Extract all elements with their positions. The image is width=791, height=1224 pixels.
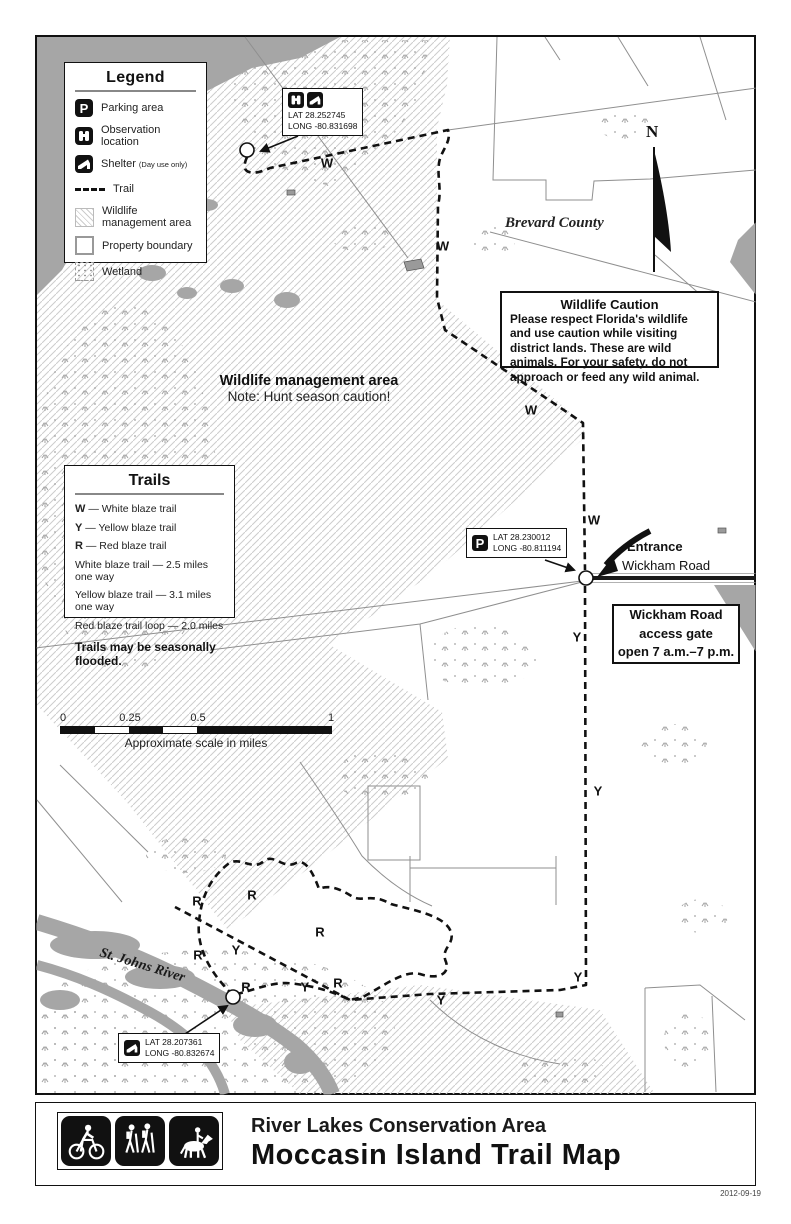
river-label: St. Johns River (97, 945, 187, 986)
parking-icon: P (75, 99, 93, 117)
trails-divider (75, 493, 224, 495)
observation-shelter-callout (282, 88, 363, 136)
trails-line-r: R — Red blaze trail (75, 540, 167, 552)
callout-long: LONG -80.831698 (288, 121, 358, 132)
blaze-label-y: Y (593, 783, 603, 799)
callout-lat: LAT 28.252745 (288, 110, 346, 120)
north-label: N (646, 122, 659, 141)
wetland-swatch (75, 262, 94, 281)
wildlife-caution-box (500, 291, 719, 384)
blaze-label-w: W (436, 238, 450, 254)
activity-icons-box (57, 1112, 223, 1170)
wma-swatch (75, 208, 94, 227)
observation-shelter-marker (240, 143, 254, 157)
date-stamp: 2012-09-19 (720, 1189, 761, 1198)
river-shelter-callout (118, 1033, 220, 1063)
scale-tick-025: 0.25 (119, 712, 141, 724)
wma-area-title: Wildlife management area (219, 373, 399, 389)
scale-caption: Approximate scale in miles (124, 736, 268, 750)
wildlife-caution-body: Please respect Florida's wildlife and use caution while visiting district lands. These are wild animals. For your safety, do not approach or feed any wild animal. (510, 312, 700, 384)
blaze-label-y: Y (436, 992, 446, 1008)
entrance-label: Entrance (627, 539, 683, 554)
trails-info-box (64, 465, 235, 668)
river-shelter-marker (226, 990, 240, 1004)
legend-item-shelter: Shelter (Day use only) (75, 155, 198, 173)
blaze-label-y: Y (573, 969, 583, 985)
observation-icon (75, 127, 93, 145)
trails-line-w: W — White blaze trail (75, 503, 177, 515)
wildlife-caution-title: Wildlife Caution (560, 297, 659, 312)
wickham-road-label: Wickham Road (622, 558, 711, 573)
gate-line-3: open 7 a.m.–7 p.m. (617, 644, 735, 660)
wma-area-note: Note: Hunt season caution! (227, 389, 391, 404)
county-label: Brevard County (505, 215, 604, 231)
scale-bar (60, 712, 340, 750)
map-title-block (251, 1115, 621, 1172)
parking-entrance-marker (579, 571, 593, 585)
horseback-riding-icon (169, 1116, 219, 1166)
callout-lat: LAT 28.230012 (493, 532, 551, 542)
scale-tick-05: 0.5 (190, 712, 206, 724)
legend-item-wetland: Wetland (75, 262, 198, 281)
access-gate-box (612, 604, 740, 664)
callout-long: LONG -80.832674 (145, 1048, 215, 1059)
shelter-icon (307, 92, 323, 108)
scale-bar-segments (60, 726, 332, 734)
blaze-label-r: R (241, 979, 251, 995)
legend-box (64, 62, 207, 278)
trails-title: Trails (128, 472, 171, 489)
blaze-label-w: W (320, 155, 334, 171)
blaze-label-y: Y (231, 942, 241, 958)
trails-distance-red: Red blaze trail loop — 2.0 miles (75, 619, 224, 632)
trail-dash-icon (75, 188, 105, 191)
blaze-label-y: Y (300, 979, 310, 995)
blaze-label-r: R (192, 893, 202, 909)
gate-line-2: access gate (639, 625, 713, 641)
blaze-label-r: R (333, 975, 343, 991)
shelter-icon (75, 155, 93, 173)
scale-tick-1: 1 (327, 712, 335, 724)
legend-title: Legend (106, 69, 165, 86)
gate-line-1: Wickham Road (629, 606, 723, 622)
blaze-label-r: R (193, 947, 203, 963)
legend-item-parking: P Parking area (75, 99, 198, 117)
legend-divider (75, 90, 196, 92)
callout-lat: LAT 28.207361 (145, 1037, 203, 1047)
shelter-note: (Day use only) (138, 160, 188, 169)
legend-item-boundary: Property boundary (75, 236, 198, 255)
legend-item-observation: Observation location (75, 124, 198, 148)
blaze-label-w: W (587, 512, 601, 528)
trails-warning: Trails may be seasonally flooded. (75, 639, 216, 668)
shelter-icon (124, 1040, 140, 1056)
trails-line-y: Y — Yellow blaze trail (75, 521, 177, 534)
scale-tick-0: 0 (59, 712, 67, 724)
parking-callout (466, 528, 567, 558)
parking-icon: P (472, 535, 488, 551)
legend-item-trail: Trail (75, 180, 198, 198)
blaze-label-r: R (315, 924, 325, 940)
conservation-area-name: River Lakes Conservation Area (251, 1115, 546, 1137)
map-title: Moccasin Island Trail Map (251, 1139, 622, 1171)
callout-long: LONG -80.811194 (493, 543, 562, 554)
trails-distance-yellow: Yellow blaze trail — 3.1 miles one way (75, 589, 212, 613)
legend-item-wma: Wildlife management area (75, 205, 198, 229)
bicycling-icon (61, 1116, 111, 1166)
property-boundary-swatch (75, 236, 94, 255)
blaze-label-r: R (247, 887, 257, 903)
footer-bar (35, 1102, 756, 1186)
wma-area-label (178, 373, 440, 404)
observation-icon (288, 92, 304, 108)
hiking-icon (115, 1116, 165, 1166)
blaze-label-w: W (524, 402, 538, 418)
blaze-label-y: Y (572, 629, 582, 645)
trails-distance-white: White blaze trail — 2.5 miles one way (75, 558, 209, 583)
